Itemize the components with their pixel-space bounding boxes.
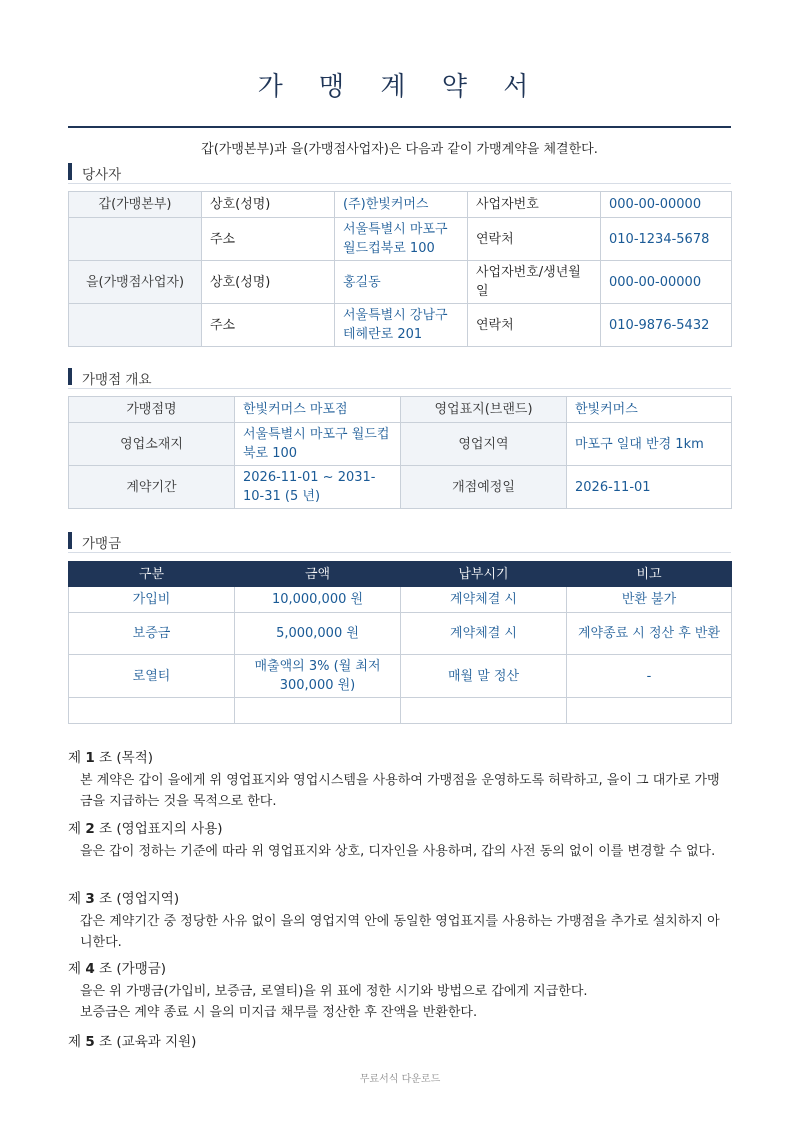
table-cell: 로열티 — [69, 655, 235, 698]
location: 서울특별시 마포구 월드컵북로 100 — [235, 423, 401, 466]
bizno-label: 사업자번호 — [468, 192, 601, 218]
column-header: 비고 — [567, 562, 732, 587]
article-body: 본 계약은 갑이 을에게 위 영업표지와 영업시스템을 사용하여 가맹점을 운영하도록 허락하고, 을이 그 대가로 가맹금을 지급하는 것을 목적으로 한다. — [80, 773, 720, 809]
footer-text: 무료서식 다운로드 — [359, 1074, 441, 1085]
section-header-parties — [68, 163, 731, 184]
article-4 — [68, 957, 731, 1023]
article-body: 갑은 계약기간 중 정당한 사유 없이 을의 영업지역 안에 동일한 영업표지를 사용하는 가맹점을 추가로 설치하지 아니한다. — [80, 914, 720, 950]
column-header: 납부시기 — [401, 562, 567, 587]
name-label: 상호(성명) — [202, 261, 335, 304]
table-cell — [69, 698, 235, 724]
table-row — [69, 587, 732, 613]
document-title: 가 맹 계 약 서 — [257, 72, 543, 102]
table-row — [69, 698, 732, 724]
brand: 한빛커머스 — [567, 397, 732, 423]
gap-name: (주)한빛커머스 — [335, 192, 468, 218]
section-title: 당사자 — [82, 167, 122, 183]
eul-label-blank — [69, 304, 202, 347]
section-header-overview — [68, 368, 731, 389]
area-label: 영업지역 — [401, 423, 567, 466]
section-marker — [68, 368, 72, 385]
article-3 — [68, 887, 731, 953]
overview-table — [68, 396, 732, 509]
brand-label: 영업표지(브랜드) — [401, 397, 567, 423]
intro-text: 갑(가맹본부)과 을(가맹점사업자)은 다음과 같이 가맹계약을 체결한다. — [201, 142, 598, 157]
article-5 — [68, 1030, 731, 1050]
article-2 — [68, 817, 731, 862]
section-title: 가맹금 — [82, 536, 122, 552]
section-marker — [68, 532, 72, 549]
fees-table — [68, 561, 732, 724]
table-cell: 5,000,000 원 — [235, 613, 401, 655]
opening-label: 개점예정일 — [401, 466, 567, 509]
table-cell — [567, 698, 732, 724]
table-row — [69, 466, 732, 509]
eul-name: 홍길동 — [335, 261, 468, 304]
store-name-label: 가맹점명 — [69, 397, 235, 423]
opening: 2026-11-01 — [567, 466, 732, 509]
addr-label: 주소 — [202, 304, 335, 347]
article-body: 을은 갑이 정하는 기준에 따라 위 영업표지와 상호, 디자인을 사용하며, 갑의 사전 동의 없이 이를 변경할 수 없다. — [80, 844, 716, 859]
location-label: 영업소재지 — [69, 423, 235, 466]
gap-contact: 010-1234-5678 — [601, 218, 732, 261]
article-heading: 제 1 조 (목적) — [68, 750, 154, 766]
eul-bizno: 000-00-00000 — [601, 261, 732, 304]
table-row — [69, 304, 732, 347]
table-cell: 매월 말 정산 — [401, 655, 567, 698]
store-name: 한빛커머스 마포점 — [235, 397, 401, 423]
table-row — [69, 397, 732, 423]
name-label: 상호(성명) — [202, 192, 335, 218]
table-row — [69, 613, 732, 655]
article-heading: 제 3 조 (영업지역) — [68, 891, 180, 907]
parties-table — [68, 191, 732, 347]
table-header-row — [69, 562, 732, 587]
period: 2026-11-01 ~ 2031-10-31 (5 년) — [235, 466, 401, 509]
article-heading: 제 2 조 (영업표지의 사용) — [68, 821, 223, 837]
area: 마포구 일대 반경 1km — [567, 423, 732, 466]
addr-label: 주소 — [202, 218, 335, 261]
column-header: 구분 — [69, 562, 235, 587]
section-marker — [68, 163, 72, 180]
table-cell: - — [567, 655, 732, 698]
table-cell: 계약종료 시 정산 후 반환 — [567, 613, 732, 655]
table-row — [69, 261, 732, 304]
table-row — [69, 218, 732, 261]
article-body: 을은 위 가맹금(가입비, 보증금, 로열티)을 위 표에 정한 시기와 방법으로 갑에게 지급한다. — [80, 984, 588, 999]
contact-label: 연락처 — [468, 304, 601, 347]
section-title: 가맹점 개요 — [82, 372, 152, 388]
gap-label-blank — [69, 218, 202, 261]
eul-addr: 서울특별시 강남구 테헤란로 201 — [335, 304, 468, 347]
eul-label: 을(가맹점사업자) — [69, 261, 202, 304]
table-cell: 반환 불가 — [567, 587, 732, 613]
table-cell: 보증금 — [69, 613, 235, 655]
article-body: 보증금은 계약 종료 시 을의 미지급 채무를 정산한 후 잔액을 반환한다. — [80, 1005, 478, 1020]
table-cell: 계약체결 시 — [401, 613, 567, 655]
section-header-fees — [68, 532, 731, 553]
gap-addr: 서울특별시 마포구 월드컵북로 100 — [335, 218, 468, 261]
gap-bizno: 000-00-00000 — [601, 192, 732, 218]
article-heading: 제 4 조 (가맹금) — [68, 961, 167, 977]
table-cell: 매출액의 3% (월 최저 300,000 원) — [235, 655, 401, 698]
table-cell: 가입비 — [69, 587, 235, 613]
table-row — [69, 655, 732, 698]
article-heading: 제 5 조 (교육과 지원) — [68, 1034, 197, 1050]
bizno-birth-label: 사업자번호/생년월일 — [468, 261, 601, 304]
table-row — [69, 423, 732, 466]
table-cell: 10,000,000 원 — [235, 587, 401, 613]
table-row — [69, 192, 732, 218]
eul-contact: 010-9876-5432 — [601, 304, 732, 347]
period-label: 계약기간 — [69, 466, 235, 509]
table-cell: 계약체결 시 — [401, 587, 567, 613]
table-cell — [235, 698, 401, 724]
table-cell — [401, 698, 567, 724]
contact-label: 연락처 — [468, 218, 601, 261]
title-divider — [68, 126, 731, 128]
article-1 — [68, 746, 731, 812]
gap-label: 갑(가맹본부) — [69, 192, 202, 218]
column-header: 금액 — [235, 562, 401, 587]
